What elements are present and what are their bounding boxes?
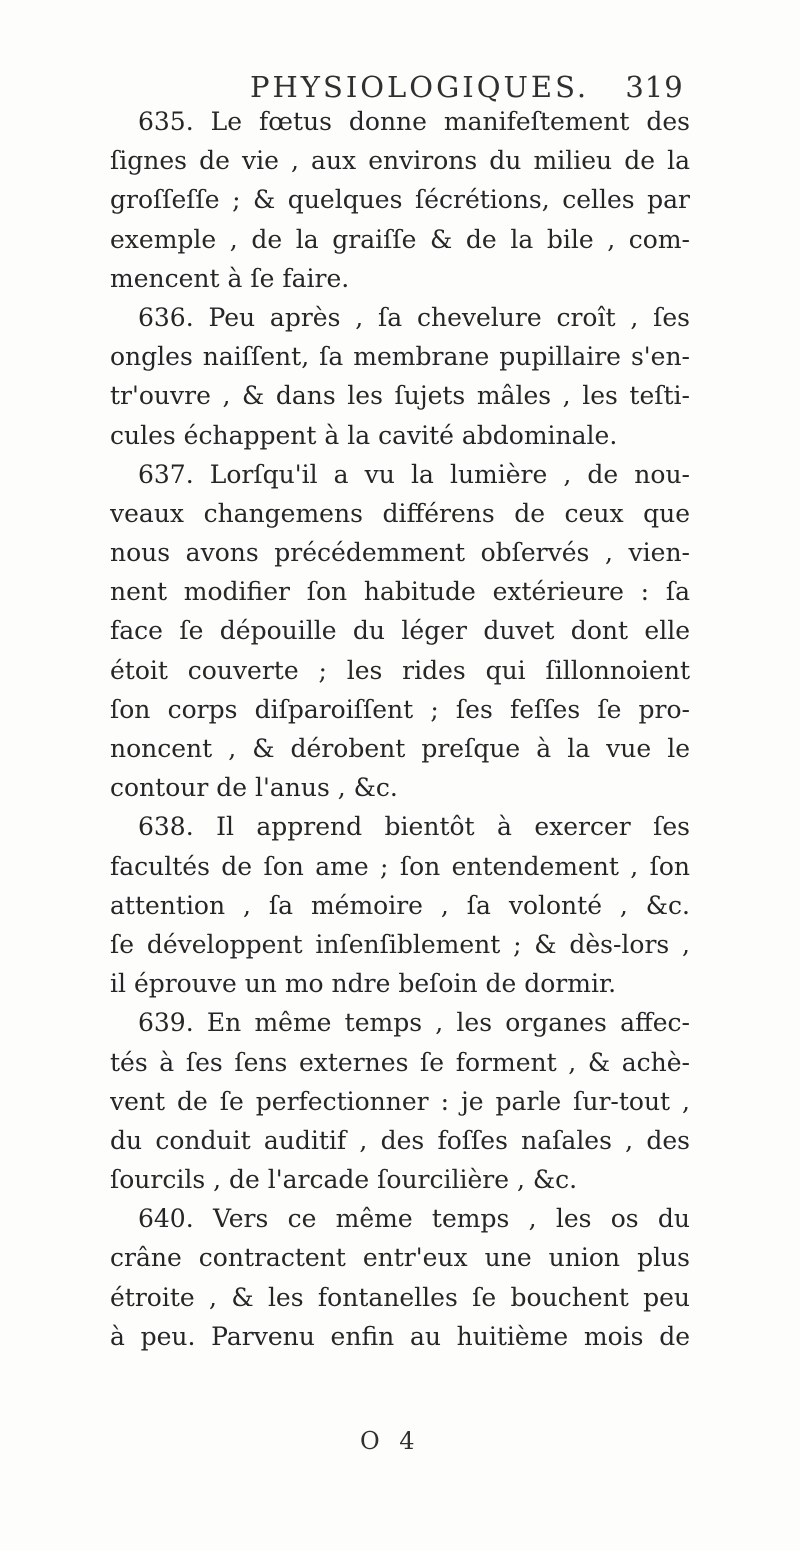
text-line: facultés de ſon ame ; ſon entendement , ſon <box>110 851 690 881</box>
text-line: crâne contractent entr'eux une union plus <box>110 1243 690 1273</box>
running-head <box>250 70 684 104</box>
text-line: cules échappent à la cavité abdominale. <box>110 420 618 450</box>
text-line: 640. Vers ce même temps , les os du <box>138 1204 690 1234</box>
text-line: 635. Le fœtus donne manifeſtement des <box>138 107 690 136</box>
page-number: 319 <box>625 70 684 104</box>
text-line: il éprouve un mo ndre beſoin de dormir. <box>110 969 617 999</box>
text-line: tés à ſes ſens externes ſe forment , & achè- <box>110 1047 690 1077</box>
body-text <box>110 102 690 1356</box>
text-line: vent de ſe perfectionner : je parle ſur-tout , <box>110 1086 690 1116</box>
text-line: étoit couverte ; les rides qui ſillonnoient <box>110 655 690 685</box>
text-line: exemple , de la graiſſe & de la bile , com- <box>110 224 690 254</box>
text-line: attention , ſa mémoire , ſa volonté , &c. <box>110 890 690 920</box>
text-line: face ſe dépouille du léger duvet dont elle <box>110 616 690 646</box>
text-line: nous avons précédemment obſervés , vien- <box>110 538 690 568</box>
text-line: mencent à ſe faire. <box>110 263 350 293</box>
running-title: PHYSIOLOGIQUES. <box>250 70 590 104</box>
text-line: ſon corps diſparoiſſent ; ſes feſſes ſe pro- <box>110 694 690 724</box>
text-line: nent modifier ſon habitude extérieure : ſa <box>110 577 690 607</box>
text-line: groſſeſſe ; & quelques ſécrétions, celles par <box>110 185 690 215</box>
signature-mark: O 4 <box>360 1427 421 1455</box>
text-line: du conduit auditif , des foſſes naſales , des <box>110 1125 690 1155</box>
text-line: ſourcils , de l'arcade ſourcilière , &c. <box>110 1165 578 1195</box>
text-line: tr'ouvre , & dans les ſujets mâles , les teſti- <box>110 381 690 411</box>
text-line: contour de l'anus , &c. <box>110 773 398 803</box>
text-line: noncent , & dérobent preſque à la vue le <box>110 734 690 763</box>
text-line: ongles naiſſent, ſa membrane pupillaire s'en- <box>110 342 690 372</box>
text-line: 636. Peu après , ſa chevelure croît , ſes <box>138 302 690 332</box>
text-line: 637. Lorſqu'il a vu la lumière , de nou- <box>138 459 690 489</box>
text-line: veaux changemens différens de ceux que <box>110 498 690 528</box>
text-line: à peu. Parvenu enfin au huitième mois de <box>110 1321 690 1351</box>
text-line: 638. Il apprend bientôt à exercer ſes <box>138 812 690 842</box>
text-line: étroite , & les fontanelles ſe bouchent peu <box>110 1282 690 1312</box>
text-line: ſe développent inſenſiblement ; & dès-lors , <box>110 929 690 959</box>
text-line: ſignes de vie , aux environs du milieu de la <box>110 146 690 176</box>
text-line: 639. En même temps , les organes affec- <box>138 1008 690 1038</box>
